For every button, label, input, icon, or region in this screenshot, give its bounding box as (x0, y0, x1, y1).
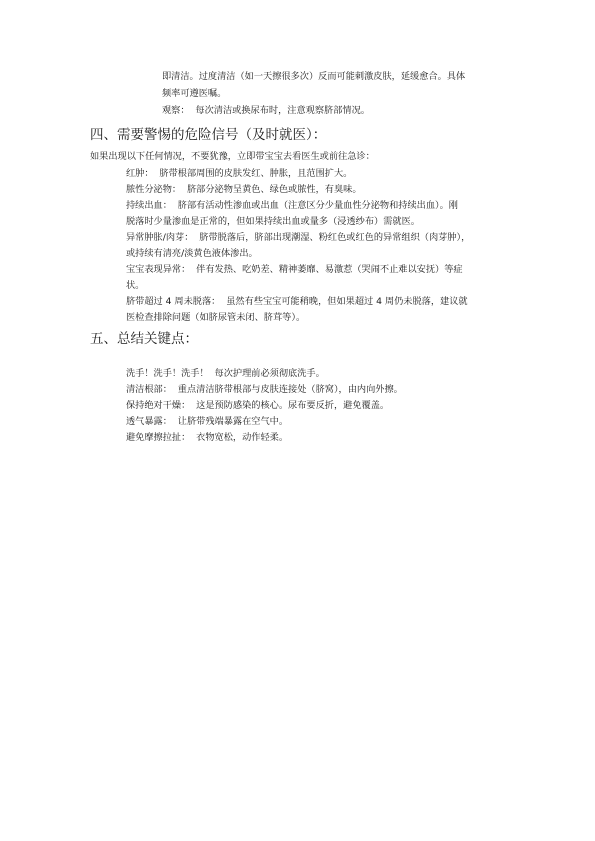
observe-label: 观察： (162, 105, 190, 116)
danger-sign-item (126, 198, 458, 215)
danger-sign-item (126, 262, 463, 279)
danger-sign-text: 脐部分泌物呈黄色、绿色或脓性，有臭味。 (186, 184, 362, 195)
key-point-label: 洗手！洗手！洗手！ (126, 368, 209, 379)
observe-line (162, 103, 370, 120)
key-point-item (126, 398, 389, 415)
key-point-label: 透气暴露： (126, 416, 172, 427)
danger-sign-text-continued: 或持续有清亮/淡黄色液体渗出。 (126, 248, 258, 259)
observe-text: 每次清洁或换尿布时，注意观察脐部情况。 (195, 105, 370, 116)
key-point-item (126, 414, 288, 431)
danger-sign-item (126, 294, 468, 311)
section-4-heading: 四、需要警惕的危险信号（及时就医）： (90, 127, 327, 143)
danger-sign-text: 脐带根部周围的皮肤发红、肿胀，且范围扩大。 (159, 168, 353, 179)
key-point-text: 重点清洁脐带根部与皮肤连接处（脐窝），由内向外擦。 (177, 384, 403, 395)
key-point-text: 衣物宽松，动作轻柔。 (196, 432, 289, 443)
danger-sign-item (126, 230, 470, 247)
key-point-text: 这是预防感染的核心。尿布要反折，避免覆盖。 (196, 400, 390, 411)
danger-sign-text: 脐带脱落后，脐部出现潮湿、粉红色或红色的异常组织（肉芽肿）， (199, 232, 471, 243)
danger-sign-text-continued: 脱落时少量渗血是正常的，但如果持续出血或量多（浸透纱布）需就医。 (126, 216, 420, 227)
key-point-label: 清洁根部： (126, 384, 172, 395)
continuation-line-1: 即清洁。过度清洁（如一天擦很多次）反而可能刺激皮肤，延缓愈合。具体 (162, 71, 466, 82)
key-point-item (126, 430, 288, 447)
key-point-item (126, 366, 325, 383)
danger-sign-text-continued: 状。 (126, 280, 145, 291)
key-point-item (126, 382, 403, 399)
key-point-label: 避免摩擦拉扯： (126, 432, 191, 443)
key-point-text: 每次护理前必须彻底洗手。 (214, 368, 325, 379)
danger-sign-item (126, 182, 362, 199)
key-point-label: 保持绝对干燥： (126, 400, 191, 411)
danger-sign-item (126, 166, 352, 183)
danger-sign-label: 红肿： (126, 168, 154, 179)
danger-sign-label: 持续出血： (126, 200, 172, 211)
key-point-text: 让脐带残端暴露在空气中。 (177, 416, 289, 427)
danger-sign-text-continued: 医检查排除问题（如脐尿管未闭、脐茸等）。 (126, 312, 306, 323)
danger-sign-text: 脐部有活动性渗血或出血（注意区分少量血性分泌物和持续出血）。刚 (177, 200, 458, 211)
danger-sign-label: 脐带超过 4 周未脱落： (126, 296, 221, 307)
danger-sign-label: 异常肿胀/肉芽： (126, 232, 194, 243)
continuation-line-2: 频率可遵医嘱。 (162, 88, 227, 99)
danger-sign-label: 脓性分泌物： (126, 184, 182, 195)
danger-sign-text: 伴有发热、吃奶差、精神萎靡、易激惹（哭闹不止难以安抚）等症 (196, 264, 463, 275)
danger-sign-label: 宝宝表现异常： (126, 264, 191, 275)
danger-sign-text: 虽然有些宝宝可能稍晚，但如果超过 4 周仍未脱落，建议就 (226, 296, 468, 307)
section-5-heading: 五、总结关键点： (90, 331, 198, 347)
section-4-intro: 如果出现以下任何情况，不要犹豫，立即带宝宝去看医生或前往急诊： (90, 151, 375, 162)
